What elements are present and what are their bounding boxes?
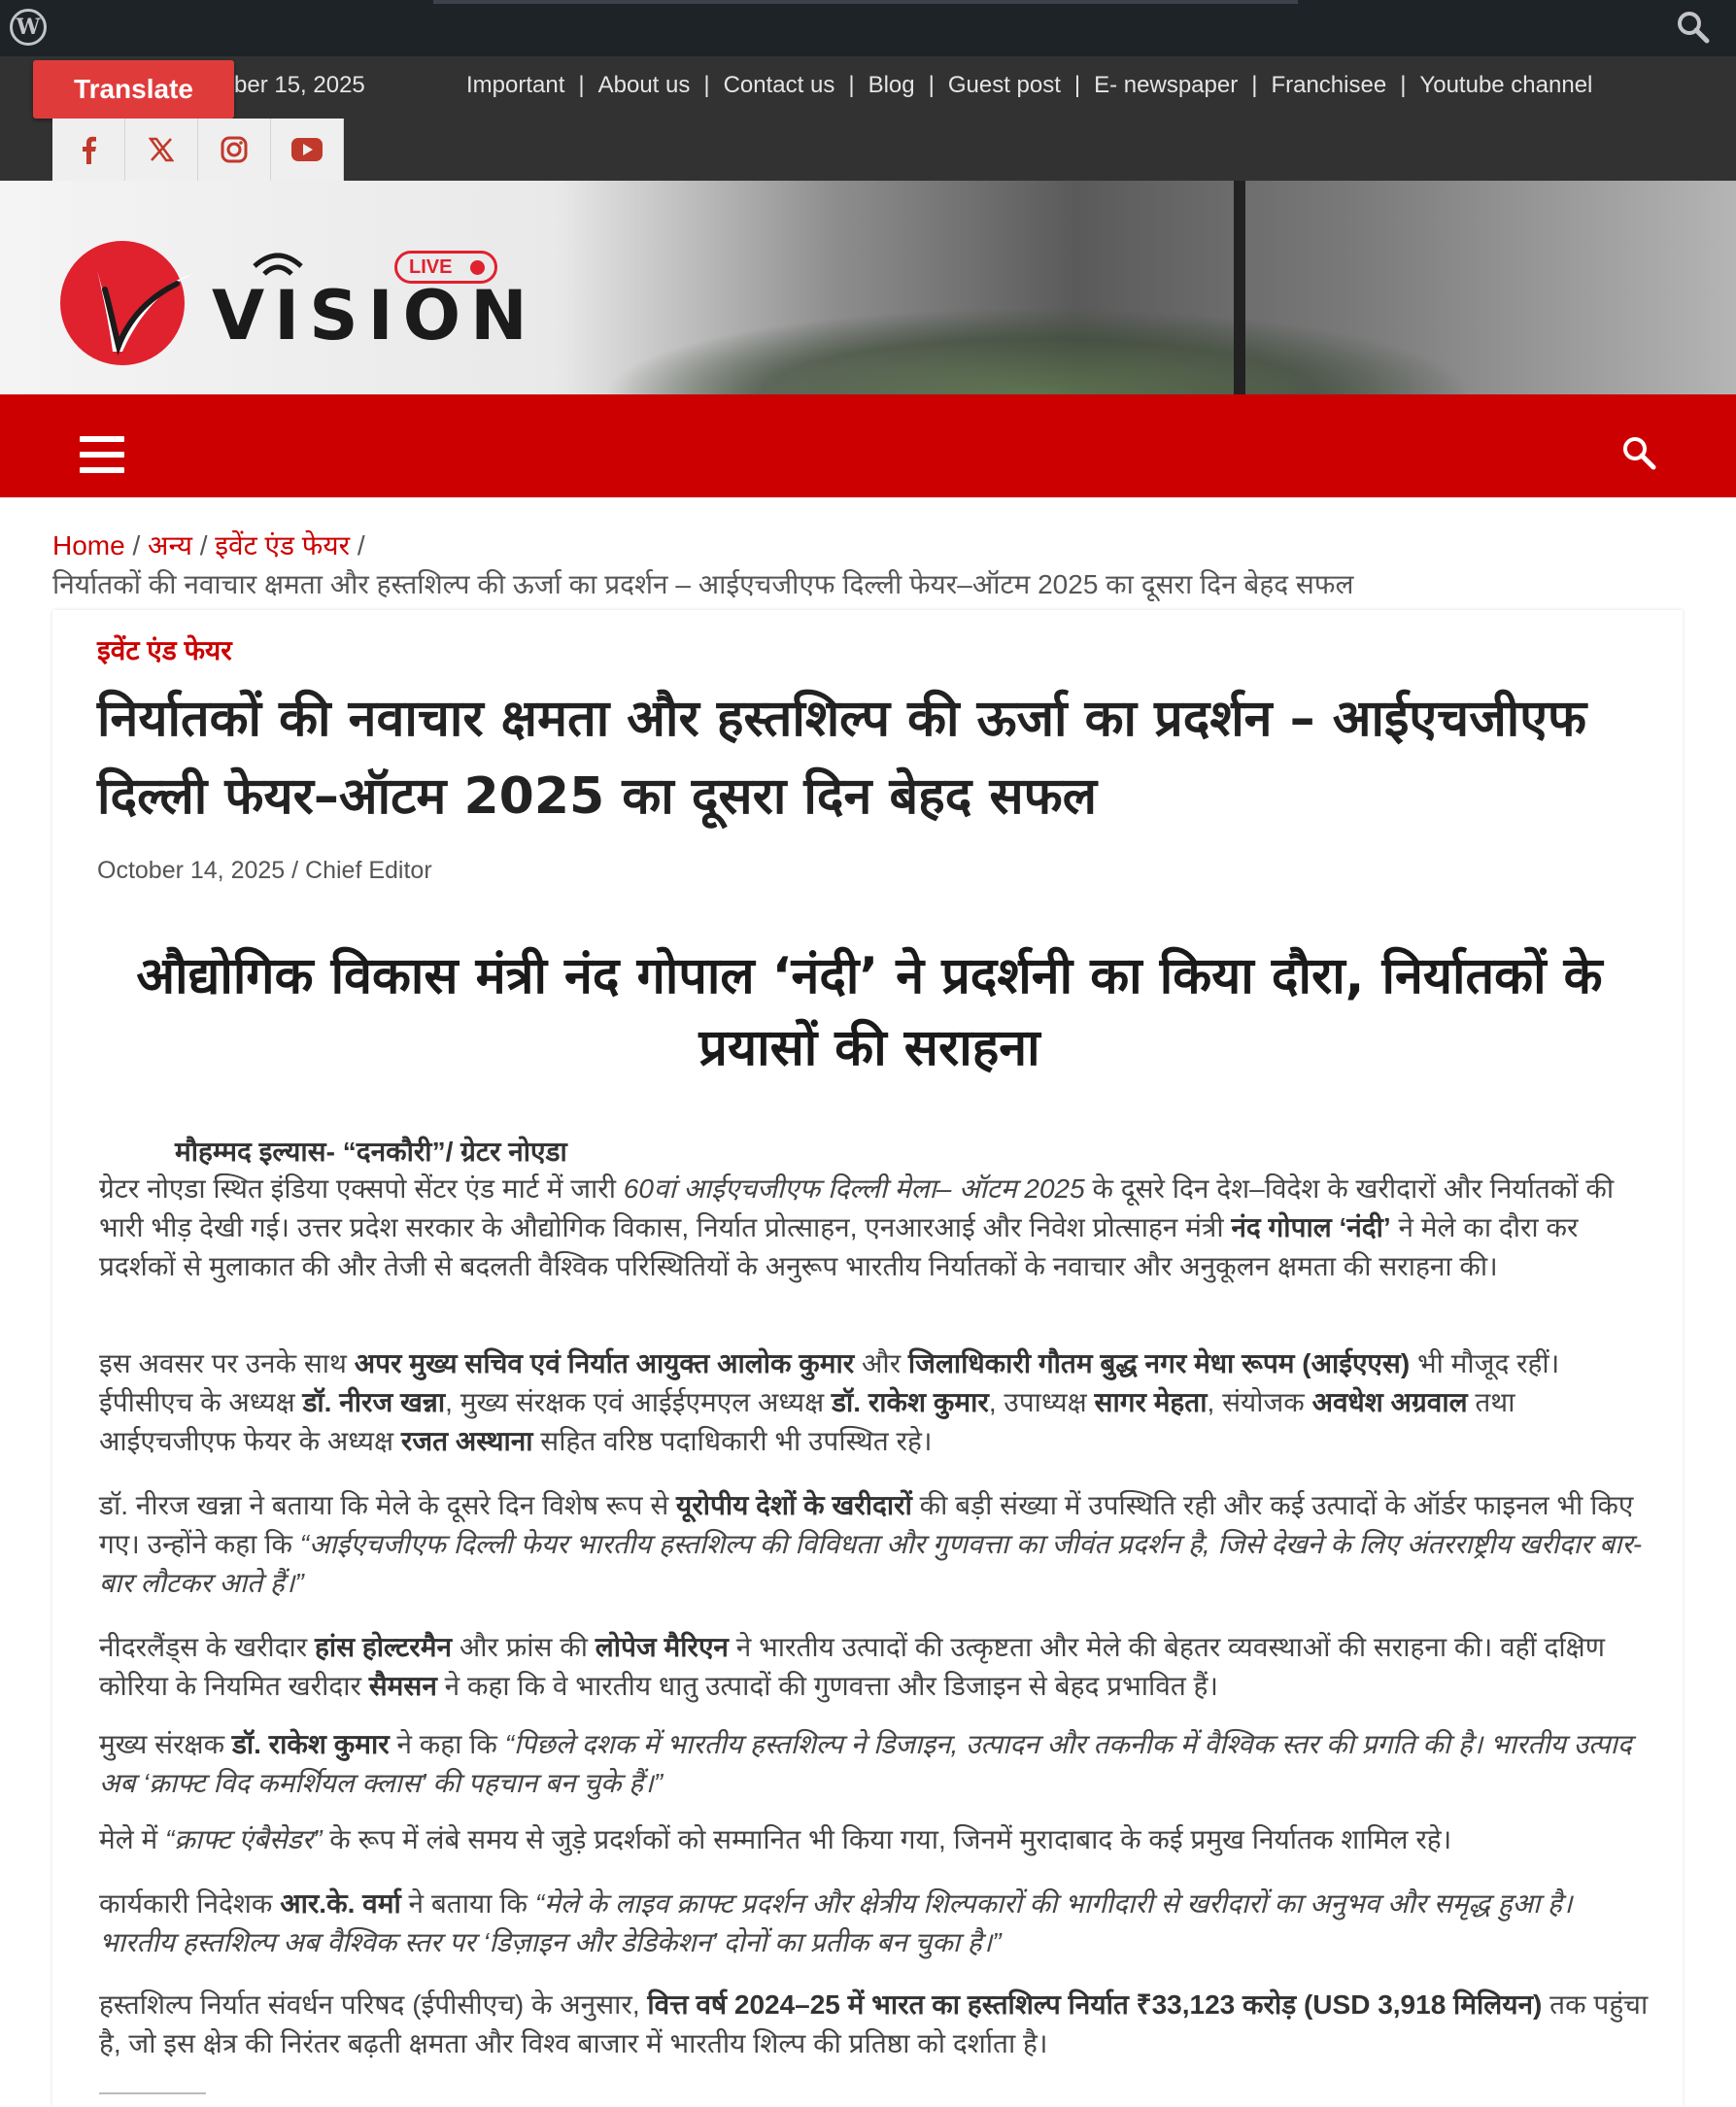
article-byline: मौहम्मद इल्यास- “दनकौरी”/ ग्रेटर नोएडा xyxy=(175,1137,567,1167)
wordpress-icon[interactable]: W xyxy=(10,9,47,46)
nav-important[interactable]: Important xyxy=(466,72,565,98)
nav-separator: | xyxy=(928,72,935,98)
x-icon[interactable] xyxy=(125,119,198,181)
facebook-icon[interactable] xyxy=(52,119,125,181)
youtube-icon[interactable] xyxy=(271,119,344,181)
paragraph-5: मुख्य संरक्षक डॉ. राकेश कुमार ने कहा कि “पिछले दशक में भारतीय हस्तशिल्प ने डिजाइन, उत्पादन और तकनीक में वैश्विक स्तर की प्रगति की है। भारतीय उत्पाद अब ‘क्राफ्ट विद कमर्शियल क्लास’ की पहचान बन चुके हैं।” xyxy=(99,1729,1632,1798)
nav-separator: | xyxy=(1400,72,1407,98)
nav-separator: | xyxy=(848,72,855,98)
top-nav xyxy=(466,72,1592,99)
live-dot-icon xyxy=(470,260,485,275)
search-icon[interactable] xyxy=(1621,435,1656,470)
breadcrumb-home[interactable]: Home xyxy=(52,530,125,561)
breadcrumb-separator: / xyxy=(132,530,141,561)
paragraph-2: इस अवसर पर उनके साथ अपर मुख्य सचिव एवं निर्यात आयुक्त आलोक कुमार और जिलाधिकारी गौतम बुद्ध नगर मेधा रूपम (आईएएस) भी मौजूद रहीं। ईपीसीएच के अध्यक्ष डॉ. नीरज खन्ना, मुख्य संरक्षक एवं आईईएमएल अध्यक्ष डॉ. राकेश कुमार, उपाध्यक्ष सागर मेहता, संयोजक अवधेश अग्रवाल तथा आईएचजीएफ फेयर के अध्यक्ष रजत अस्थाना सहित वरिष्ठ पदाधिकारी भी उपस्थित रहे। xyxy=(99,1348,1560,1456)
breadcrumb-separator: / xyxy=(199,530,208,561)
article-category[interactable]: इवेंट एंड फेयर xyxy=(97,635,232,665)
admin-bar-highlight xyxy=(433,0,1298,4)
nav-guest-post[interactable]: Guest post xyxy=(947,72,1061,98)
article-subtitle: औद्योगिक विकास मंत्री नंद गोपाल ‘नंदी’ ने प्रदर्शनी का किया दौरा, निर्यातकों के प्रयासों की सराहना xyxy=(136,947,1603,1077)
live-badge xyxy=(394,251,497,284)
nav-separator: | xyxy=(1251,72,1258,98)
nav-blog[interactable]: Blog xyxy=(868,72,915,98)
instagram-icon[interactable] xyxy=(198,119,271,181)
current-date: ber 15, 2025 xyxy=(234,72,365,98)
brand-name: VISION xyxy=(212,276,537,356)
paragraph-8: हस्तशिल्प निर्यात संवर्धन परिषद (ईपीसीएच) के अनुसार, वित्त वर्ष 2024–25 में भारत का हस्तशिल्प निर्यात ₹33,123 करोड़ (USD 3,918 मिलियन) तक पहुंचा है, जो इस क्षेत्र की निरंतर बढ़ती क्षमता और विश्व बाजार में भारतीय शिल्प की प्रतिष्ठा को दर्शाता है। xyxy=(99,1989,1649,2058)
nav-contact-us[interactable]: Contact us xyxy=(723,72,835,98)
admin-search-icon[interactable] xyxy=(1674,8,1713,47)
article-title: निर्यातकों की नवाचार क्षमता और हस्तशिल्प की ऊर्जा का प्रदर्शन – आईएचजीएफ दिल्ली फेयर–ऑटम 2025 का दूसरा दिन बेहद सफल xyxy=(97,690,1587,826)
breadcrumb-current: निर्यातकों की नवाचार क्षमता और हस्तशिल्प की ऊर्जा का प्रदर्शन – आईएचजीएफ दिल्ली फेयर–ऑटम 2025 का दूसरा दिन बेहद सफल xyxy=(52,569,1354,599)
menu-hamburger-icon[interactable] xyxy=(80,436,124,475)
nav-e-newspaper[interactable]: E- newspaper xyxy=(1094,72,1239,98)
nav-about-us[interactable]: About us xyxy=(597,72,691,98)
admin-bar xyxy=(0,0,1736,56)
translate-button[interactable]: Translate xyxy=(33,60,234,119)
paragraph-1: ग्रेटर नोएडा स्थित इंडिया एक्सपो सेंटर एंड मार्ट में जारी 60वां आईएचजीएफ दिल्ली मेला– ऑटम 2025 के दूसरे दिन देश–विदेश के खरीदारों और निर्यातकों की भारी भीड़ देखी गई। उत्तर प्रदेश सरकार के औद्योगिक विकास, निर्यात प्रोत्साहन, एनआरआई और निवेश प्रोत्साहन मंत्री नंद गोपाल ‘नंदी’ ने मेले का दौरा कर प्रदर्शकों से मुलाकात की और तेजी से बदलती वैश्विक परिस्थितियों के अनुरूप भारतीय निर्यातकों के नवाचार और अनुकूलन क्षमता की सराहना की। xyxy=(99,1173,1615,1281)
live-badge-label: LIVE xyxy=(409,256,453,278)
wifi-icon xyxy=(249,247,307,282)
nav-separator: | xyxy=(1073,72,1081,98)
content-divider xyxy=(99,2092,206,2094)
breadcrumb-subcategory[interactable]: इवेंट एंड फेयर xyxy=(215,530,351,561)
nav-youtube-channel[interactable]: Youtube channel xyxy=(1419,72,1593,98)
breadcrumb-category[interactable]: अन्य xyxy=(148,530,192,561)
logo-v-icon xyxy=(84,260,200,367)
main-nav-bar xyxy=(0,394,1736,497)
nav-franchisee[interactable]: Franchisee xyxy=(1271,72,1387,98)
paragraph-3: डॉ. नीरज खन्ना ने बताया कि मेले के दूसरे दिन विशेष रूप से यूरोपीय देशों के खरीदारों की बड़ी संख्या में उपस्थिति रही और कई उत्पादों के ऑर्डर फाइनल भी किए गए। उन्होंने कहा कि “आईएचजीएफ दिल्ली फेयर भारतीय हस्तशिल्प की विविधता और गुणवत्ता का जीवंत प्रदर्शन है, जिसे देखने के लिए अंतरराष्ट्रीय खरीदार बार-बार लौटकर आते हैं।” xyxy=(99,1490,1643,1598)
article-meta: October 14, 2025 / Chief Editor xyxy=(97,857,432,884)
breadcrumb-separator: / xyxy=(357,530,365,561)
paragraph-6: मेले में “क्राफ्ट एंबैसेडर” के रूप में लंबे समय से जुड़े प्रदर्शकों को सम्मानित भी किया गया, जिनमें मुरादाबाद के कई प्रमुख निर्यातक शामिल रहे। xyxy=(99,1824,1452,1854)
nav-separator: | xyxy=(703,72,710,98)
social-links xyxy=(52,119,344,181)
nav-separator: | xyxy=(578,72,585,98)
paragraph-7: कार्यकारी निदेशक आर.के. वर्मा ने बताया कि “मेले के लाइव क्राफ्ट प्रदर्शन और क्षेत्रीय शिल्पकारों की भागीदारी से खरीदारों का अनुभव और समृद्ध हुआ है। भारतीय हस्तशिल्प अब वैश्विक स्तर पर ‘डिज़ाइन और डेडिकेशन’ दोनों का प्रतीक बन चुका है।” xyxy=(99,1888,1573,1957)
paragraph-4: नीदरलैंड्स के खरीदार हांस होल्टरमैन और फ्रांस की लोपेज मैरिएन ने भारतीय उत्पादों की उत्कृष्टता और मेले की बेहतर व्यवस्थाओं की सराहना की। वहीं दक्षिण कोरिया के नियमित खरीदार सैमसन ने कहा कि वे भारतीय धातु उत्पादों की गुणवत्ता और डिजाइन से बेहद प्रभावित हैं। xyxy=(99,1632,1605,1701)
header-background-image xyxy=(602,307,1477,394)
header-background-post xyxy=(1234,181,1245,394)
breadcrumb xyxy=(52,527,365,563)
